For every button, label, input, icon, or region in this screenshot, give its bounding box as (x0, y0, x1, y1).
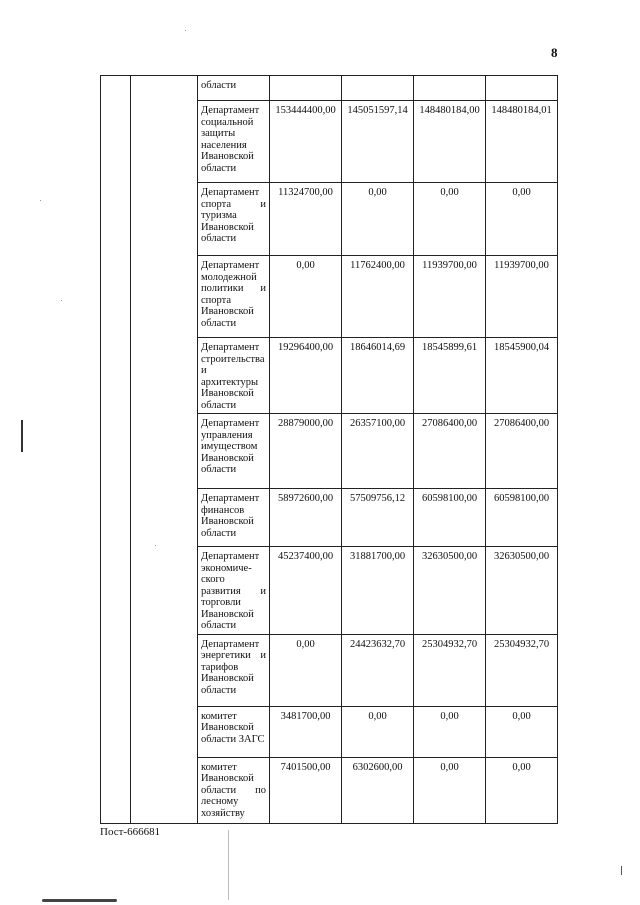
value-cell: 25304932,70 (414, 634, 486, 706)
value-cell (342, 76, 414, 101)
value-cell: 57509756,12 (342, 489, 414, 547)
value-cell: 27086400,00 (414, 414, 486, 489)
value-cell: 18545899,61 (414, 338, 486, 414)
budget-table (100, 75, 558, 824)
row-name: Департамент энергетики и тарифов Ивановской области (198, 634, 270, 706)
row-name: комитет Ивановской области ЗАГС (198, 706, 270, 757)
scan-artifact-dot (155, 545, 156, 546)
value-cell: 25304932,70 (486, 634, 558, 706)
value-cell: 145051597,14 (342, 101, 414, 183)
value-cell: 148480184,00 (414, 101, 486, 183)
index-column (101, 76, 131, 824)
value-cell: 0,00 (342, 706, 414, 757)
value-cell (270, 76, 342, 101)
row-name: Департамент управления имуществом Ивановской области (198, 414, 270, 489)
value-cell: 0,00 (414, 757, 486, 823)
value-cell: 0,00 (270, 634, 342, 706)
scan-artifact-right-tick (621, 866, 622, 875)
value-cell: 32630500,00 (486, 547, 558, 635)
value-cell: 18545900,04 (486, 338, 558, 414)
row-name: области (198, 76, 270, 101)
value-cell (486, 76, 558, 101)
value-cell: 45237400,00 (270, 547, 342, 635)
value-cell: 148480184,01 (486, 101, 558, 183)
value-cell: 31881700,00 (342, 547, 414, 635)
value-cell: 0,00 (486, 757, 558, 823)
row-name: Департамент спорта и туризма Ивановской области (198, 183, 270, 256)
value-cell: 11939700,00 (486, 256, 558, 338)
value-cell: 11324700,00 (270, 183, 342, 256)
row-name: Департамент строительства и архитектуры Ивановской области (198, 338, 270, 414)
value-cell: 60598100,00 (486, 489, 558, 547)
value-cell: 32630500,00 (414, 547, 486, 635)
scan-artifact-left-line (21, 420, 23, 452)
value-cell: 7401500,00 (270, 757, 342, 823)
value-cell: 6302600,00 (342, 757, 414, 823)
value-cell: 0,00 (486, 706, 558, 757)
value-cell: 24423632,70 (342, 634, 414, 706)
value-cell: 11939700,00 (414, 256, 486, 338)
value-cell: 58972600,00 (270, 489, 342, 547)
scan-artifact-bottom-smudge (42, 899, 117, 902)
document-footer: Пост-666681 (100, 826, 161, 838)
row-name: Департамент финансов Ивановской области (198, 489, 270, 547)
value-cell: 0,00 (414, 706, 486, 757)
value-cell (414, 76, 486, 101)
scan-artifact-dot (40, 200, 41, 201)
value-cell: 11762400,00 (342, 256, 414, 338)
table-row (101, 76, 558, 101)
row-name: комитет Ивановской области по лесному хозяйству (198, 757, 270, 823)
page-number: 8 (551, 45, 558, 60)
value-cell: 0,00 (270, 256, 342, 338)
value-cell: 27086400,00 (486, 414, 558, 489)
scan-artifact-fold-line (228, 830, 229, 900)
scan-artifact-dot (185, 30, 186, 31)
row-name: Департамент экономиче-ского развития и торговли Ивановской области (198, 547, 270, 635)
row-name: Департамент молодежной политики и спорта Ивановской области (198, 256, 270, 338)
value-cell: 0,00 (486, 183, 558, 256)
program-column (131, 76, 198, 824)
value-cell: 18646014,69 (342, 338, 414, 414)
row-name: Департамент социальной защиты населения Ивановской области (198, 101, 270, 183)
value-cell: 26357100,00 (342, 414, 414, 489)
value-cell: 0,00 (414, 183, 486, 256)
value-cell: 60598100,00 (414, 489, 486, 547)
scan-artifact-dot (61, 300, 62, 301)
value-cell: 28879000,00 (270, 414, 342, 489)
value-cell: 19296400,00 (270, 338, 342, 414)
value-cell: 153444400,00 (270, 101, 342, 183)
value-cell: 0,00 (342, 183, 414, 256)
value-cell: 3481700,00 (270, 706, 342, 757)
